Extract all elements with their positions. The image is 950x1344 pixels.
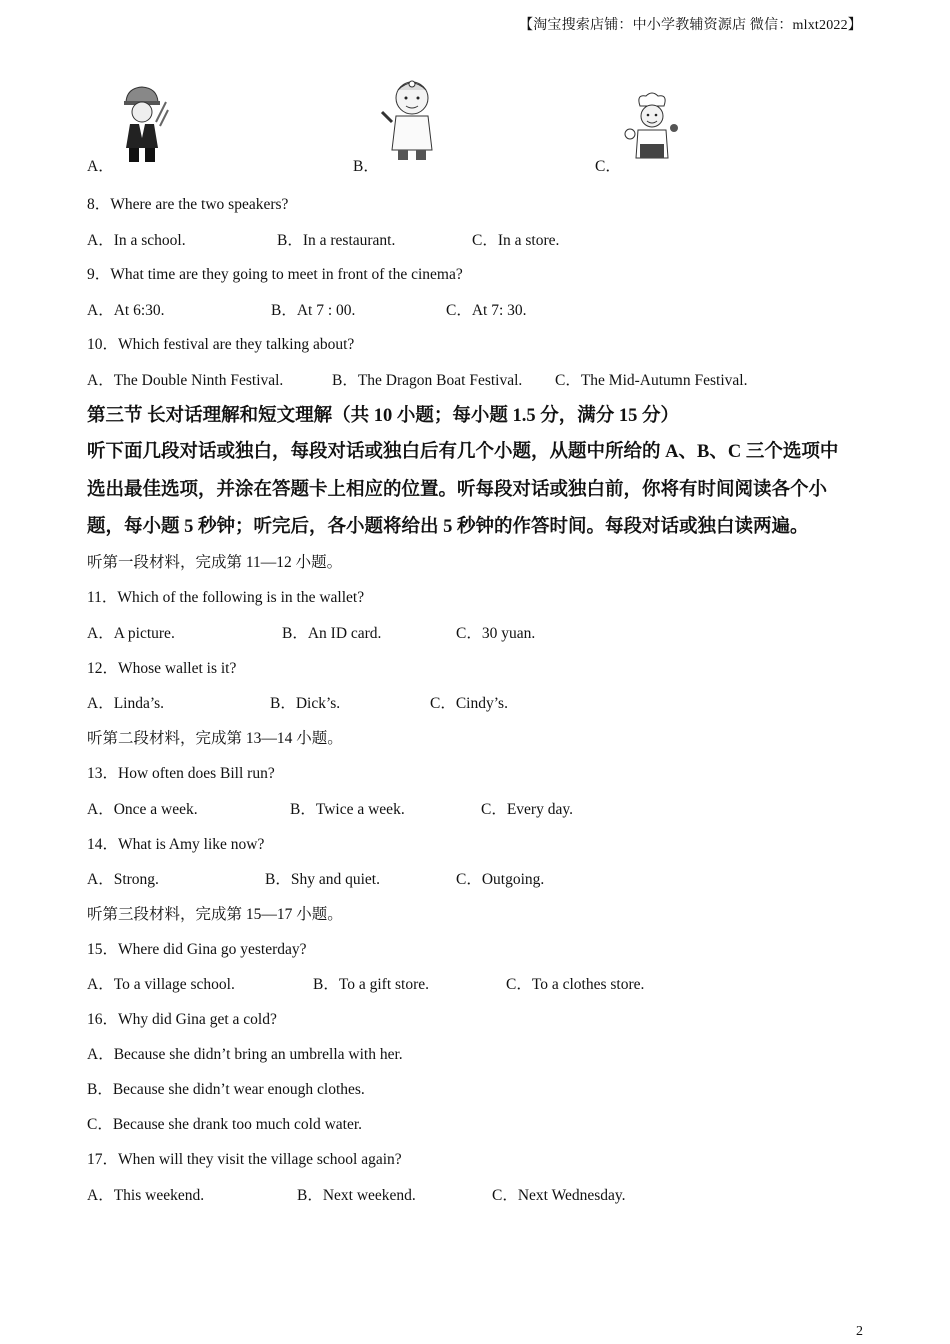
part-3-heading: 听第三段材料，完成第 15—17 小题。: [87, 906, 343, 923]
q12-option-b[interactable]: B．Dick’s.: [270, 695, 341, 712]
q11-option-b[interactable]: B．An ID card.: [282, 625, 382, 642]
q17-stem: 17．When will they visit the village school again?: [87, 1151, 402, 1168]
q10-stem: 10．Which festival are they talking about?: [87, 336, 355, 353]
q9-option-b[interactable]: B．At 7 : 00.: [271, 302, 356, 319]
q8-option-a[interactable]: A．In a school.: [87, 232, 186, 249]
q13-option-c[interactable]: C．Every day.: [481, 801, 573, 818]
q14-option-b[interactable]: B．Shy and quiet.: [265, 871, 380, 888]
section-instructions-line: 题，每小题 5 秒钟；听完后，各小题将给出 5 秒钟的作答时间。每段对话或独白读两遍。: [87, 517, 809, 537]
q14-stem: 14．What is Amy like now?: [87, 836, 265, 853]
q16-option-a[interactable]: A．Because she didn’t bring an umbrella with her.: [87, 1046, 403, 1063]
q11-option-a[interactable]: A．A picture.: [87, 625, 175, 642]
cook-icon: [622, 90, 682, 162]
q17-option-c[interactable]: C．Next Wednesday.: [492, 1187, 626, 1204]
q14-option-a[interactable]: A．Strong.: [87, 871, 159, 888]
q10-option-a[interactable]: A．The Double Ninth Festival.: [87, 372, 284, 389]
q16-option-b[interactable]: B．Because she didn’t wear enough clothes.: [87, 1081, 365, 1098]
q17-option-b[interactable]: B．Next weekend.: [297, 1187, 416, 1204]
section-instructions-line: 选出最佳选项，并涂在答题卡上相应的位置。听每段对话或独白前，你将有时间阅读各个小: [87, 480, 828, 500]
q8-option-b[interactable]: B．In a restaurant.: [277, 232, 396, 249]
q11-stem: 11．Which of the following is in the wallet?: [87, 589, 365, 606]
q13-option-a[interactable]: A．Once a week.: [87, 801, 198, 818]
q16-option-c[interactable]: C．Because she drank too much cold water.: [87, 1116, 363, 1133]
q8-option-c[interactable]: C．In a store.: [472, 232, 560, 249]
q10-option-b[interactable]: B．The Dragon Boat Festival.: [332, 372, 523, 389]
q12-option-c[interactable]: C．Cindy’s.: [430, 695, 508, 712]
q15-option-c[interactable]: C．To a clothes store.: [506, 976, 645, 993]
q13-stem: 13．How often does Bill run?: [87, 765, 275, 782]
q12-stem: 12．Whose wallet is it?: [87, 660, 237, 677]
section-instructions-line: 听下面几段对话或独白，每段对话或独白后有几个小题，从题中所给的 A、B、C 三个选项中: [87, 442, 839, 462]
q9-stem: 9．What time are they going to meet in front of the cinema?: [87, 266, 463, 283]
q8-stem: 8．Where are the two speakers?: [87, 196, 289, 213]
q14-option-c[interactable]: C．Outgoing.: [456, 871, 545, 888]
q7-option-b[interactable]: B．: [353, 158, 379, 175]
q15-stem: 15．Where did Gina go yesterday?: [87, 941, 307, 958]
q13-option-b[interactable]: B．Twice a week.: [290, 801, 405, 818]
page-header: 【淘宝搜索店铺：中小学教辅资源店 微信：mlxt2022】: [519, 18, 862, 33]
section-title: 第三节 长对话理解和短文理解（共 10 小题；每小题 1.5 分，满分 15 分）: [87, 406, 680, 426]
q7-option-c[interactable]: C．: [595, 158, 621, 175]
q11-option-c[interactable]: C．30 yuan.: [456, 625, 536, 642]
part-1-heading: 听第一段材料，完成第 11—12 小题。: [87, 554, 343, 571]
q16-stem: 16．Why did Gina get a cold?: [87, 1011, 277, 1028]
q7-option-a[interactable]: A．: [87, 158, 114, 175]
q9-option-c[interactable]: C．At 7: 30.: [446, 302, 527, 319]
q12-option-a[interactable]: A．Linda’s.: [87, 695, 165, 712]
part-2-heading: 听第二段材料，完成第 13—14 小题。: [87, 730, 343, 747]
doctor-icon: [378, 76, 444, 162]
q15-option-b[interactable]: B．To a gift store.: [313, 976, 430, 993]
page-number: 2: [856, 1324, 863, 1339]
q17-option-a[interactable]: A．This weekend.: [87, 1187, 205, 1204]
q15-option-a[interactable]: A．To a village school.: [87, 976, 235, 993]
worker-icon: [112, 82, 172, 164]
q9-option-a[interactable]: A．At 6:30.: [87, 302, 165, 319]
q10-option-c[interactable]: C．The Mid-Autumn Festival.: [555, 372, 748, 389]
